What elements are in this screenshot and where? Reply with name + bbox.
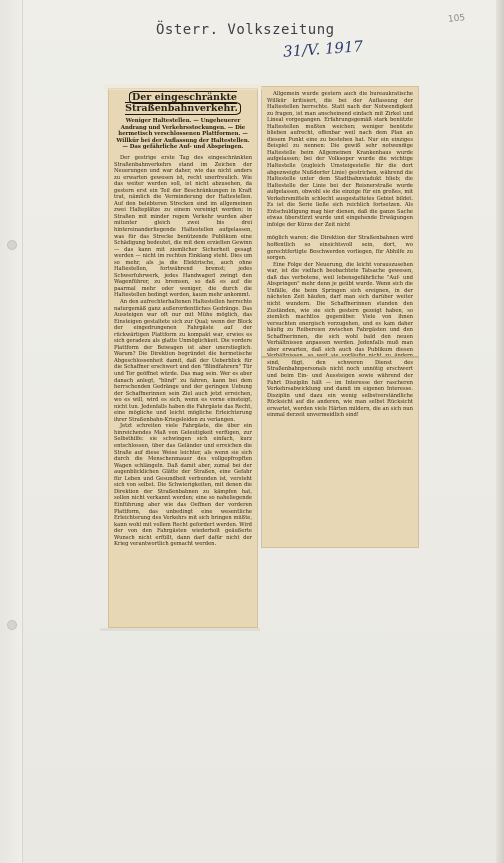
paragraph: Allgemein wurde gestern auch die bureaukratische Willkür kritisiert, die bei der Auflassung der Haltestellen herrschte. Statt nach der Notwendigkeit zu fragen, ist man anscheinend einfach mit Zirkel und Lineal vorgegangen. Erfahrungsgemäß stark benützte Haltestellen mußten weichen; weniger benützte blieben aufrecht, offenbar weil nach dem Plan an diesem Punkt eine zu bestehen hat. Nur ein einziges Beispiel zu nennen: Die gewiß sehr notwendige Haltestelle beim Allgemeinen Krankenhaus wurde aufgelassen; bei der Volksoper wurde die wichtige Haltestelle (zugleich Umsteigestelle für die dort abgezweigte Nußdorfer Linie) gestrichen, während die Haltestelle unter dem Stadtbahnviadukt blieb; die Haltestelle der Linie bei der Reisnerstraße wurde aufgelassen, obwohl sie die einzige für ein großes, mit Verkehrsmitteln schlecht ausgestattetes Gebiet bildet. Es ist die Serie ließe sich reichlich fortsetzen. Als Entschuldigung mag hier dienen, daß die ganze Sache etwas überstürzt wurde und eingehende Erwägungen infolge der Kürze der Zeit nicht: [267, 91, 413, 228]
fold-gap: [267, 228, 413, 235]
clipping-shadow: [100, 628, 260, 631]
paragraph: Jetzt schreiten viele Fahrgäste, die über ein hinreichendes Maß von Geleutigkeit verfügen, zur Selbsthilfe: sie schwingen sich einfach, kurz entschlossen, über das Geländer und erreichen die Straße auf diese Weise leichter, als wenn sie sich durch die Menschenmauer des vollgepfropften Wagen schlängeln. Daß damit aber, zumal bei der augenblicklichen Glätte der Straßen, eine Gefahr für Leben und Gesundheit verbunden ist, versteht sich von selbst. Die Schwierigkeiten, mit denen die Direktion der Straßenbahnen zu kämpfen hat, sollen nicht verkannt werden; eine so naheliegende Einführung aber wie das Oeffnen der vorderen Plattform, das unbedingt eine wesentliche Erleichterung des Verkehrs mit sich bringen müßte, kann wohl mit vollem Recht gefordert werden. Wird der von den Fahrgästen wiederholt geäußerte Wunsch nicht erfüllt, dann darf dafür nicht der Krieg verantwortlich gemacht werden.: [114, 423, 252, 548]
paragraph: Eine Folge der Neuerung, die leicht vorauszusehen war, ist die vielfach beobachtete Tatsache gewesen, daß das verbotene, weil lebensgefährliche "Auf- und Abspringen" mehr denn je geübt wurde. Wenn sich die Unfälle, die beim Springen sich ereignen, in der nächsten Zeit häufen, darf man sich darüber weiter nicht wundern. Die Schaffnerinnen stunden den Zuständen, wie sie sich gestern gezeigt haben, so ziemlich machtlos gegenüber. Viele von ihnen versuchten energisch vorzugehen, und es kam daher häufig zu Reibereien zwischen Fahrgästen und den Schaffnerinnen, die sich wohl bald den neuen Verhältnissen anpassen werden. Jedenfalls muß man aber erwarten, daß sich auch das Publikum diesen sind, fügt, den schweren Dienst des Straßenbahnpersonals nicht noch unnötig erschwert und beim Ein- und Aussteigen sowie während der Fahrt Disziplin hält — im Interesse der rascheren Verkehrsabwicklung und damit im eigenen Interesse. Disziplin und dazu ein wenig selbstverständliche Rücksicht auf die anderen, wie man selbst Rücksicht erwartet, werden viele Härten mildern, die an sich nun einmal derzeit unvermeidlich sind!: [267, 261, 413, 419]
paragraph: Der gestrige erste Tag des eingeschränkten Straßenbahnverkehrs stand im Zeichen der Neuerungen und war daher, wie das nicht anders zu erwarten gewesen ist, recht unerfreulich. Wie das weiter werden soll, ist nicht abzusehen, da gestern erst ein Teil der Beschränkungen in Kraft trat, nämlich die Verminderung der Haltestellen. Auf den belebteren Strecken sind im allgemeinen zwei Halteplätze zu einem vereinigt worden; in Straßen mit minder regem Verkehr wurden aber mitunter gleich zwei bis drei hintereinanderliegende Haltestellen aufgelassen, was für das Strecke benützende Publikum eine Schädigung bedeutet, die mit dem erzielten Gewinn — das kann mit ziemlicher Sicherheit gesagt werden — nicht im rechten Einklang steht. Dies um so mehr, als ja die Elektrische, auch ohne Haltestellen, fortwährend bremst; jedes Schwerfuhrwerk, jedes Handwagerl zwingt den Wagenführer, zu bremsen, so daß es auf die paarmal mehr oder weniger, die durch die Haltestellen bedingt werden, kaum mehr ankommt.: [114, 154, 252, 299]
clipping-left-column: [108, 88, 258, 628]
paragraph: An den aufrechterhaltenen Haltestellen herrschte naturgemäß ganz außerordentliches Gedränge. Das Aussteigen war oft nur mit Mühe möglich, das Einsteigen gestaltete sich zur Qual; wenn der Block der eingedrungenen Fahrgäste auf der rückwärtigen Plattform zu kompakt war, erwies es sich geradezu als glatte Unmöglichkeit. Die vordere Plattform der Beiwagen ist aber unerstieglich. Warum? Die Direktion begründet die hermetische Abgeschlossenheit damit, daß der Ueberblick für die Schaffner erschwert und den "Blindfahrern" Tür und Tor geöffnet würde. Das mag sein. Wer es aber danach anlegt, "blind" zu fahren, kann bei dem herrschenden Gedränge und der geringen Uebung der Schaffnerinnen sein Ziel auch jetzt erreichen, wo es will, wird es sich, wenn es vorne einsteigt, nicht tun. Jedenfalls haben die Fahrgäste das Recht, eine mögliche und leicht mögliche Erleichterung ihrer Straßenbahn-Kriegsleiden zu verlangen.: [114, 299, 252, 423]
newspaper-source: Österr. Volkszeitung: [156, 22, 335, 38]
right-column-body: [267, 91, 413, 419]
headline-text: Der eingeschränkte Straßenbahnverkehr.: [125, 91, 241, 115]
handwritten-date: 31/V. 1917: [282, 37, 364, 61]
article-headline: [114, 93, 252, 114]
paper-edge: [104, 84, 262, 90]
sheet-edge: [496, 0, 504, 863]
article-subhead: Weniger Haltestellen. — Ungeheuerer Andrang und Verkehrsstockungen. — Die hermetisch verschlossenen Plattformen. — Willkür bei der Auflassung der Haltestellen. — Das gefährliche Auf- und Abspringen.: [116, 118, 250, 151]
binding-strip: [0, 0, 23, 863]
left-column-body: [114, 155, 252, 548]
archive-mark: 105: [447, 13, 466, 25]
paragraph: möglich waren; die Direktion der Straßenbahnen wird hoffentlich so einsichtsvoll sein, dort, wo gerechtfertigte Beschwerden vorliegen, für Abhilfe zu sorgen.: [267, 235, 413, 262]
punch-hole: [7, 620, 17, 630]
clipping-right-column: [261, 86, 419, 548]
punch-hole: [7, 240, 17, 250]
clipping-seam: [261, 356, 419, 358]
